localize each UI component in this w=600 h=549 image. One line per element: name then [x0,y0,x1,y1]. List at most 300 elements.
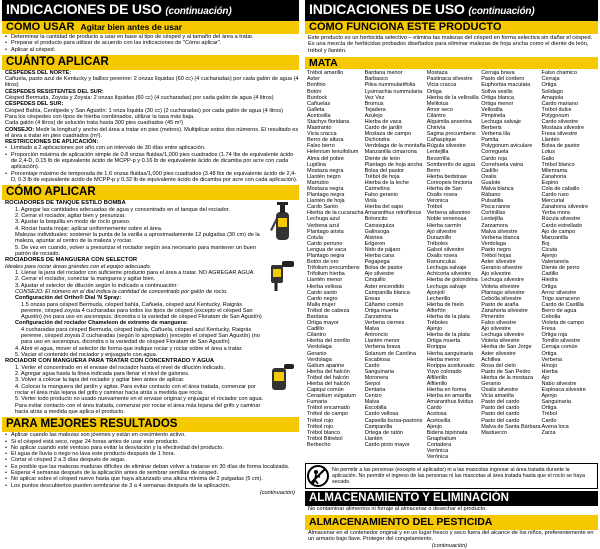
weed-name: Fresa silvestre [541,131,578,138]
weed-name: Polygonum aviculare [481,143,533,150]
weed-name: Verdolaga de la montaña [364,143,426,150]
weed-name: Cardo [541,417,557,424]
weed-name: Ortiga muerta [364,307,399,314]
weed-name: Burdock [307,94,328,101]
weed-name: Ajenjo [426,423,443,430]
list-item: 2. Agregar agua hasta la línea indicada para llenar el nivel de galones. [15,371,190,378]
weed-name: Botoncito [364,216,388,223]
weed-name: Cardo de Castilla [541,301,584,308]
cuanto-aplicar-heading: CUÁNTO APLICAR [2,55,299,70]
weed-name: Bardana [307,313,328,320]
weed-name: Cerraja común [541,344,578,351]
weed-name: Ortiga mayor [307,320,339,327]
weed-name: Pastinaca silvestre [426,76,473,83]
weed-name: Trébol rojo [307,417,334,424]
weed-name: Dentaria [364,387,386,394]
weed-name: Hierba del zorrillo [307,338,350,345]
weed-name: Verdolaga [307,356,332,363]
weed-name: Berberis [481,125,502,132]
weed-name: Cerastium vulgatum [307,393,356,400]
right-header-sub: (continuación) [468,6,535,17]
weed-name: Plantago arista [307,228,344,235]
weed-name: Arroz silvestre [541,289,577,296]
weed-name: Helenium tenuifolium [307,149,359,156]
weed-name: Becerrilla [426,155,450,162]
weed-name: Diente de león [364,155,401,162]
cuanto-line-label: RESTRICCIONES DE APLICACIÓN: [5,139,99,146]
weed-name: Zarzamora [481,222,508,229]
weed-name: Trébol de cabeza [307,307,350,314]
weed-name: Falso silvestre [481,320,517,327]
weed-name: Bolsa de pastor [364,265,403,272]
weed-name: Verbena [541,356,563,363]
weed-name: Botón [307,88,322,95]
weed-name: Pasto del cordero [481,76,525,83]
weed-name: Amor seco [426,106,454,113]
weed-name: Nabo silvestre [541,381,577,387]
weed-name: Ortiga [541,405,557,412]
weed-name: Lentejilla [426,149,449,156]
weed-name: Melilotus [426,100,449,107]
weed-name: Amapola [541,94,564,101]
weed-name: Alfilerillo [426,381,448,387]
list-item: • Determinar la cantidad de producto a usar en base al tipo de césped y al tamaño del área a tratar. [2,34,299,40]
weed-name: Malva silvestre [481,228,518,235]
weed-name: Carrasquiza [364,222,395,229]
weed-name: Ajo silvestre [364,271,395,278]
cuanto-line-label: CÉSPEDES DEL NORTE: [5,69,72,76]
weed-name: Ajo silvestre [481,271,511,278]
weed-name: Lengua de vaca [307,246,347,253]
weed-name: Mostaza negra [307,167,344,174]
weed-name: Galsol silvestre [426,246,465,253]
weed-name: Cardo de jardín [364,125,403,132]
weed-name: Gualote [481,179,501,186]
weed-name: Cadillo [481,167,499,174]
list-item: 3. Ajustar el selector de dilución según lo indicado a continuación: [15,282,178,289]
weed-name: Cardo pinto mayor [364,441,410,448]
weed-name: Llantén [541,137,560,144]
weed-name: Antroncio [364,332,388,339]
weed-name: Cotula [307,234,323,241]
hose-sprayer-steps [2,270,265,289]
weed-name: Ortiga blanca [481,94,514,101]
weed-name: Violeta de campo [541,320,584,327]
cuanto-line-text: Medir la longitud y ancho del área a tratar en pies (metros). Multiplicar estos dos números. El resultado es el área a tratar en pies cuadrados (m²). [5,126,299,139]
weed-name: Hierba de la plata [426,313,470,320]
weed-name: Amaranthus lividus [426,399,474,406]
weed-name: Euphorbia maculata [481,82,531,89]
weed-name: Geranio [481,381,501,387]
weed-name: Ortiga menor [481,100,514,107]
weed-name: Lechuga salvaje [426,265,467,272]
weed-name: Galio [541,155,555,162]
almacenamiento-pesticida-heading: ALMACENAMIENTO DEL PESTICIDA [305,515,598,530]
weed-name: Trébol [541,411,557,418]
weed-column [365,70,427,460]
hose-sprayer-heading: ROCIADORES DE MANGUERA CON SELECTOR [5,257,138,264]
ortho-dial-config-heading: Configuración del Ortho® Dial 'N Spray: [15,295,122,302]
weed-name: Veronica [426,198,449,205]
weed-name: Hierba de la mostaza [481,374,534,381]
warning-text: No permitir a las personas (excepto el aplicador) ni a las mascotas ingresar al área tratada durante la aplicación. No permitir el ingreso de las personas ni las mascotas al área tratada hasta que el rocío se haya secado. [332,467,585,486]
weed-name: Bardana menor [364,70,403,77]
tank-sprayer-icon [265,200,299,244]
cuanto-line [2,76,299,89]
weed-name: Zanahoria [541,173,567,180]
list-item: 1. Agregar las cantidades adecuadas de agua y concentrado en el tanque del rociador. [15,206,230,213]
list-item: 4. Colocar la manguera del jardín y agitar. Para evitar contacto con el área tratada, comenzar por rociar el área más lejana del grifo y caminar hacia atrás a medida que rocía. [15,383,256,397]
list-item: • Aplicar al césped. [2,47,299,53]
weed-name: Trébol blanco [541,161,575,168]
weed-name: Mostaza [426,70,448,77]
weed-name: Manzanilla cimarrona [364,149,417,156]
weed-name: Geranio silvestre [481,265,523,272]
weed-name: Solanum de Carolina [364,350,416,357]
weed-name: Ortiga [541,283,557,290]
weed-name: Achillea [481,356,501,363]
weed-name: Aster encendido [364,283,405,290]
warning-box [305,463,598,489]
list-item: • Preparar el producto para utilizar de acuerdo con las indicaciones de "Cómo aplicar". [2,40,299,46]
weed-name: Sombrerito de agua [426,161,476,168]
weed-name: Malva de Santa Bárbara [481,423,541,430]
almacenamiento-warning: No contaminar alimentos ni forraje al almacenar o desechar el producto. [308,506,487,513]
weed-name: Pimpinela [481,112,506,119]
como-funciona-heading: CÓMO FUNCIONA ESTE PRODUCTO [305,21,598,34]
weed-name: Cicuta [541,246,558,253]
weed-name: Rúcula silvestre [541,216,581,223]
weed-name: Hiedra [541,277,558,284]
weed-name: Alma del pobre [307,155,344,162]
weed-name: Dichondra [364,137,390,144]
weed-name: Yuyo colorado [426,368,462,375]
weed-name: Trifolium hierba [307,271,345,278]
weed-name: Pasto de araña [481,301,519,308]
weed-name: Zanahoria silvestre [541,204,588,211]
como-usar-title: CÓMO USAR [6,21,75,33]
weed-name: Trébol del halcón [307,374,349,381]
weed-name: Ajenjo [541,393,557,400]
weed-name: Fumaria [307,399,328,406]
weed-name: Cinquillo [364,277,386,284]
cuanto-line-text: Césped Bahía, Centípede y San Agustín: 1 onza líquida (30 cc) (2 cucharadas) por cada galón de agua (4 litros) [5,107,283,114]
weed-name: Trébol Bitrebol [307,435,343,442]
left-column [2,0,299,540]
weed-list [305,69,598,461]
list-item: 2. Cerrar el rociador, agitar bien y presurizar. [15,213,126,220]
weed-name: Malva [364,326,380,333]
weed-name: Verdolaga [307,344,332,351]
weed-name: Tejadera [364,106,386,113]
weed-name: Bolsa del pastor [364,167,405,174]
weed-name: Berbecho [307,441,331,448]
weed-name: Llantén menor [364,338,400,345]
weed-name: Ajenjo [541,253,557,260]
weed-name: Galium aparine [307,362,345,369]
weed-name: Cebolla [541,313,561,320]
weed-name: Verbena blanca [481,234,520,241]
weed-name: Tréboles [426,320,448,327]
concentrate-sprayer-steps [2,365,265,415]
weed-name: Pegapega [364,259,390,266]
weed-name: Mercurial [541,198,565,205]
no-entry-icon [306,464,330,488]
weed-name: Botón de oro [307,259,339,266]
weed-name: Manzanilla [541,234,568,241]
weed-name: Ortiga muerta [426,338,461,345]
chameleon-config-heading: Configuración del rociador Chameleon de extremo de manguera: [15,320,188,327]
weed-column [542,70,596,460]
weed-name: Acetosa [426,411,447,418]
weed-name: Avena loca [541,423,569,430]
weed-name: Ajo silvestre [481,326,511,333]
weed-name: Bidens bipinnata [426,429,468,436]
left-header-title: INDICACIONES DE USO [6,1,162,17]
left-header [2,0,299,21]
weed-name: Verónica [426,448,449,455]
como-usar-heading [2,21,299,34]
tank-sprayer-section [2,200,299,257]
weed-name: Hierba vellosa [307,283,342,290]
cuanto-line-text: Para los céspedes con tipos de hierba combinados, utilizar la tasa más baja. [5,113,195,120]
weed-name: Cardo estrellado [541,222,582,229]
weed-name: Sanguinaria [541,399,571,406]
weed-name: Cerraja [541,76,560,83]
weed-name: Hierba cana [364,253,395,260]
weed-name: Plantago de hoja ancha [364,161,423,168]
weed-name: Lupilina [307,161,326,168]
weed-name: Oxalis [481,173,497,180]
weed-name: Hierba en amarilla [426,393,472,400]
weed-name: Trébol dulce [541,106,572,113]
weed-name: Stachys floridana [307,118,350,125]
weed-name: Trébol [426,204,443,211]
weed-name: Malva blanca [481,186,514,192]
weed-name: Cortadera [426,441,452,448]
cuanto-line-text: Cada galón (4 litros) de solución trata hasta 300 pies cuadrados (45 m²) [5,120,184,127]
list-item: 4. Abrir el agua, mover el selector de forma que indique rociar y rociar sobre el área a tratar. [15,345,243,352]
weed-name: Cardo ruso [541,192,569,199]
weed-name: Pulsatilla [481,198,504,205]
weed-name: Hierba menor [426,356,461,363]
weed-name: Hierba de vaca [364,118,402,125]
weed-name: Ranunculus [426,259,456,266]
weed-name: Escobilla [364,405,387,412]
weed-name: Ortiga roja [541,332,568,339]
weed-name: Carmelina [364,186,390,192]
weed-name: Trébol hojas [481,253,512,260]
weed-name: Cardo Santo [307,204,338,211]
weed-name: Ortiga [541,350,557,357]
list-item: 5. Verter todo producto no usado nuevamente en el envase original y enjuagar el rociador con agua. [15,396,264,403]
cuanto-aplicar-text [2,70,299,146]
right-header [305,0,598,21]
weed-name: Vicia amarilla [481,393,514,400]
weed-name: Correhuela vaina [481,161,524,168]
weed-name: Espinaca silvestre [541,387,586,394]
weed-name: Lechuga silvestre [481,277,525,284]
weed-name: Lechuga salvaje [481,118,521,125]
weed-name: Pasto del cardo [481,417,520,424]
weed-name: Lentejilla [481,216,503,223]
almacenamiento-pesticida-text: Almacenar en el contenedor original y en un lugar fresco y seco fuera del alcance de los niños, preferentemente en un armario bajo llave. Proteger del congelamiento. [308,529,594,542]
weed-name: Pasto del cardo [481,405,520,412]
list-item: • Proporción máxima de aplicación simple de 0.8 onzas fluidas/1,000 pies cuadrados (1.74 lbs de equivalente ácido de 2,4-D, 0.15 lb de equivalente ácido de MCPP-p y 0.16 lb de equivalente ácido de dicamba por acre con cada aplicación). [2,152,299,171]
weed-name: Cardo [364,362,380,369]
weed-name: Cardo perruno [307,240,343,247]
weed-name: Lecherillo [426,295,451,302]
weed-name: Violeta silvestre [481,283,520,290]
weed-name: Cilántro [426,112,446,119]
weed-name: Lechuga azul [307,216,340,223]
weed-name: Espino [541,179,559,186]
weed-name: Cardo negro [307,295,338,302]
weed-name: Alfilerillo [426,374,448,381]
weed-name: Hierba de golondrina [426,277,478,284]
weed-name: Llantén de hoja [307,198,345,205]
weed-name: Ajo silvestre [426,228,457,235]
weed-name: Llantén [364,435,383,442]
weed-name: Cardo [426,405,442,412]
weed-name: Cardo mariano [541,100,578,107]
weed-name: Milenrama [541,167,568,174]
weed-name: Lysimachia nummularia [364,88,423,95]
weed-name: Lechuga salvaje [426,283,467,290]
weed-name: Cañaspique [426,137,457,144]
list-item: • Porcentaje máximo de temporada de 1.6 onzas fluidas/1,000 pies cuadrados (3.48 lbs de equivalente ácido de 2,4-D, 0.3 lb de equivalente ácido de MCPP-p y 0.32 lb de equivalente ácido de dicamba por acre con cada aplicación). [2,171,299,184]
weed-name: Rosa del cielo [481,362,516,369]
list-item: 5. Vaciar el contenido del rociador y enjuagarlo con agua. [15,351,158,358]
list-item: 1. Verter el concentrado en el envase del rociador hasta el nivel de dilución indicado. [15,364,225,371]
weed-name: Rorippa [426,344,446,351]
list-item: • Los puntos descubiertos pueden sembrarse de 3 a 4 semanas después de la aplicación. [2,483,299,489]
weed-name: Pasto negro [481,246,511,253]
tank-sprayer-steps [2,207,265,257]
weed-name: Aster silvestre [481,350,516,357]
weed-name: Cadillo [541,271,559,278]
weed-name: Verónica [426,454,449,461]
mejores-resultados-heading: PARA MEJORES RESULTADOS [2,417,299,432]
weed-name: Hierba en forma [426,387,467,394]
hose-sprayer-icon [265,257,299,293]
cuanto-line [2,127,299,140]
weed-name: Hierba [541,368,558,375]
weed-name: Ajonjolí [426,289,445,296]
weed-name: Mostaza silvestre [541,125,585,132]
weed-name: Pamita [481,137,499,144]
list-item: • No aplicar cuando esté ventoso para evitar la desviación y la efectividad del producto. [2,445,299,451]
weed-name: Sagina procumbens [426,131,476,138]
weed-name: Ajo de campo [541,228,576,235]
weed-name: Cardo vellosa [364,411,399,418]
weed-name: Cerraja brava [481,70,515,77]
weed-name: Erigeron [364,240,386,247]
weed-name: Tomillo silvestre [541,338,581,345]
cuanto-line-text: Cañuela, pasto azul de Kentucky y ballico perenne: 2 onzas líquidas (60 cc) (4 cucharadas) por cada galón de agua (4 litros) [5,76,299,89]
weed-name: Trébol rojo [307,423,334,430]
weed-name: Yerba mora [541,210,570,217]
weed-name: Hierba del halcón [307,368,350,375]
weed-name: Hierba bedstraw [426,173,467,180]
weed-column [307,70,365,460]
weed-column [481,70,541,460]
concentrate-sprayer-heading: ROCIADOR CON MANGUERA PARA TRATAR CON CONCENTRADO Y AGUA [5,358,215,365]
weed-name: Escabiosa [364,356,390,363]
weed-name: Pasto de San Pedro [481,368,531,375]
weed-name: Moronera [364,374,389,381]
weed-name: Cáñamo común [364,301,404,308]
weed-name: Vicia cracca [426,82,457,89]
weed-name: Trifolium procumbens [307,265,360,272]
weed-name: Falso berro [307,143,335,150]
como-usar-aux: Agitar bien antes de usar [80,22,183,32]
weed-name: Lotus [541,149,555,156]
list-item: • Aplicar cuando las malezas son jóvenes y están en crecimiento activo. [2,432,299,438]
weed-name: Rorippa aceitunado [426,362,475,369]
weed-name: Ortega de ratón [364,429,404,436]
weed-name: Duraznillo [426,234,452,241]
como-aplicar-heading: CÓMO APLICAR [2,185,299,200]
weed-name: Geranio [307,350,327,357]
weed-name: Oxalis silvestre [481,387,519,394]
list-item: 2. Cerrar el rociador, conectar la manguera y agitar bien. [15,276,156,283]
weed-name: Valerianela [541,259,569,266]
list-item: 4. Rociar hasta mojar; aplicar uniformemente sobre el área. [15,225,163,232]
list-item: 3. Volver a colocar la tapa del rociador y agitar bien antes de aplicar. [15,377,185,384]
weed-name: Serpol [364,381,381,387]
weed-name: Berro de altura [307,137,344,144]
weed-name: Polygonum [541,112,570,119]
weed-name: Ortiga [541,82,557,89]
weed-name: Pasto del cardo [481,411,520,418]
weed-name: Hinojo [541,362,558,369]
weed-name: Azulejo [364,112,383,119]
weed-name: Bromus [364,100,384,107]
right-column [305,0,598,549]
weed-name: Galleta [307,106,325,113]
weed-name: Hierba sanguinaria [426,350,473,357]
weed-name: Correguela [481,149,509,156]
right-continued-note: (continuación) [431,543,468,549]
weed-name: Malva [364,399,380,406]
weed-name: Hierba carmín [426,222,462,229]
weed-name: Zarzamora [364,313,392,320]
weed-name: Alsinea [364,234,383,241]
weed-name: Violeta silvestre [481,338,520,345]
concentrate-sprayer-section [2,358,299,415]
weed-name: Eneas [364,295,381,302]
weed-name: Trébol encarnado [307,405,350,412]
weed-name: Hierba de la plata [426,332,470,339]
weed-name: Hierba de San [426,186,462,192]
list-item: • No aplicar sobre el césped nuevo hasta que haya alcanzado una altura mínima de 2 pulgadas (5 cm). [2,476,299,482]
weed-name: Hierba de San Jorge [481,344,532,351]
weed-name: Falso chamico [541,70,577,77]
weed-name: Mastranto [307,125,332,132]
weed-name: Falso geranio [364,192,398,199]
weed-name: Lechuga silvestre [481,332,525,339]
cuanto-line-label: CÉSPEDES DEL SUR: [5,101,64,108]
weed-name: Mostaza negra [307,186,344,192]
weed-name: Rúgula silvestre [426,143,466,150]
weed-name: Capsella bursa-pastoris [364,417,423,424]
weed-name: Marrubio [307,179,329,186]
weed-name: Coreopsis tinctoria [426,179,473,186]
weed-name: Trébol de campo [307,411,349,418]
weed-name: Acetosilla [426,417,451,424]
weed-column [427,70,481,460]
